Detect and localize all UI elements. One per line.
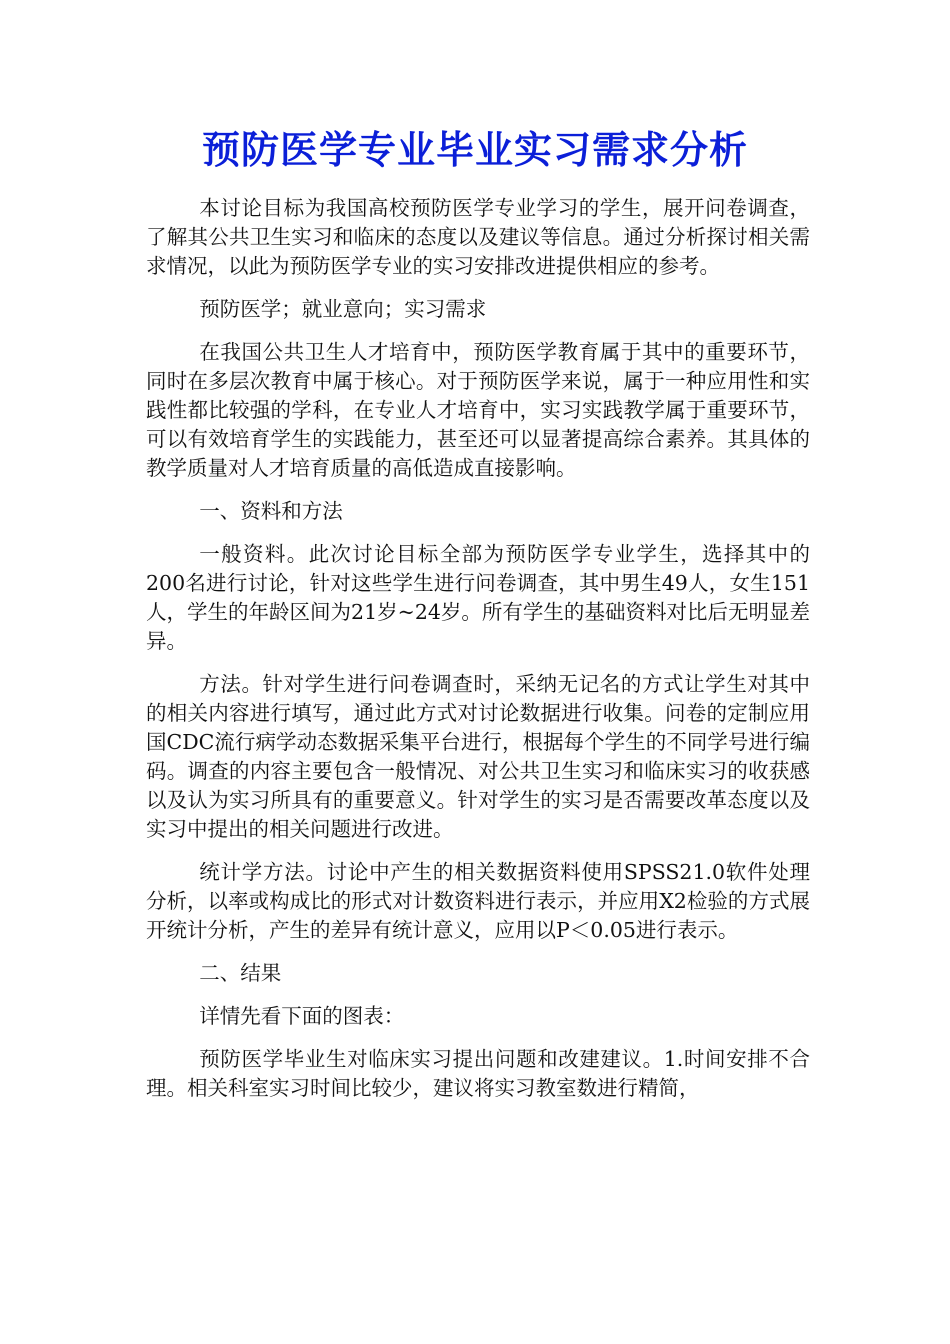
paragraph-statistics: 统计学方法。讨论中产生的相关数据资料使用SPSS21.0软件处理分析，以率或构成比的形式对计数资料进行表示，并应用X2检验的方式展开统计分析，产生的差异有统计意义，应用以P＜0.05进行表示。: [146, 860, 810, 942]
paragraph-general-data: 一般资料。此次讨论目标全部为预防医学专业学生，选择其中的200名进行讨论，针对这些学生进行问卷调查，其中男生49人，女生151人，学生的年龄区间为21岁~24岁。所有学生的基础资料对比后无明显差异。: [146, 542, 810, 653]
paragraph-methods: 方法。针对学生进行问卷调查时，采纳无记名的方式让学生对其中的相关内容进行填写，通过此方式对讨论数据进行收集。问卷的定制应用国CDC流行病学动态数据采集平台进行，根据每个学生的不同学号进行编码。调查的内容主要包含一般情况、对公共卫生实习和临床实习的收获感以及认为实习所具有的重要意义。针对学生的实习是否需要改革态度以及实习中提出的相关问题进行改进。: [146, 672, 810, 841]
section-heading-results: 二、结果: [199, 961, 282, 985]
paragraph-see-chart: 详情先看下面的图表：: [199, 1004, 405, 1028]
paragraph-keywords: 预防医学；就业意向；实习需求: [199, 297, 487, 321]
paragraph-suggestions: 预防医学毕业生对临床实习提出问题和改建建议。1.时间安排不合理。相关科室实习时间比较少，建议将实习教室数进行精简，: [146, 1047, 810, 1100]
paragraph-introduction: 在我国公共卫生人才培育中，预防医学教育属于其中的重要环节，同时在多层次教育中属于核心。对于预防医学来说，属于一种应用性和实践性都比较强的学科，在专业人才培育中，实习实践教学属于重要环节，可以有效培育学生的实践能力，甚至还可以显著提高综合素养。其具体的教学质量对人才培育质量的高低造成直接影响。: [146, 340, 810, 480]
section-heading-materials-methods: 一、资料和方法: [199, 499, 343, 523]
paragraph-abstract: 本讨论目标为我国高校预防医学专业学习的学生，展开问卷调查，了解其公共卫生实习和临床的态度以及建议等信息。通过分析探讨相关需求情况，以此为预防医学专业的实习安排改进提供相应的参考。: [146, 196, 810, 278]
document-body: [146, 194, 810, 1117]
document-title: 预防医学专业毕业实习需求分析: [201, 127, 748, 172]
